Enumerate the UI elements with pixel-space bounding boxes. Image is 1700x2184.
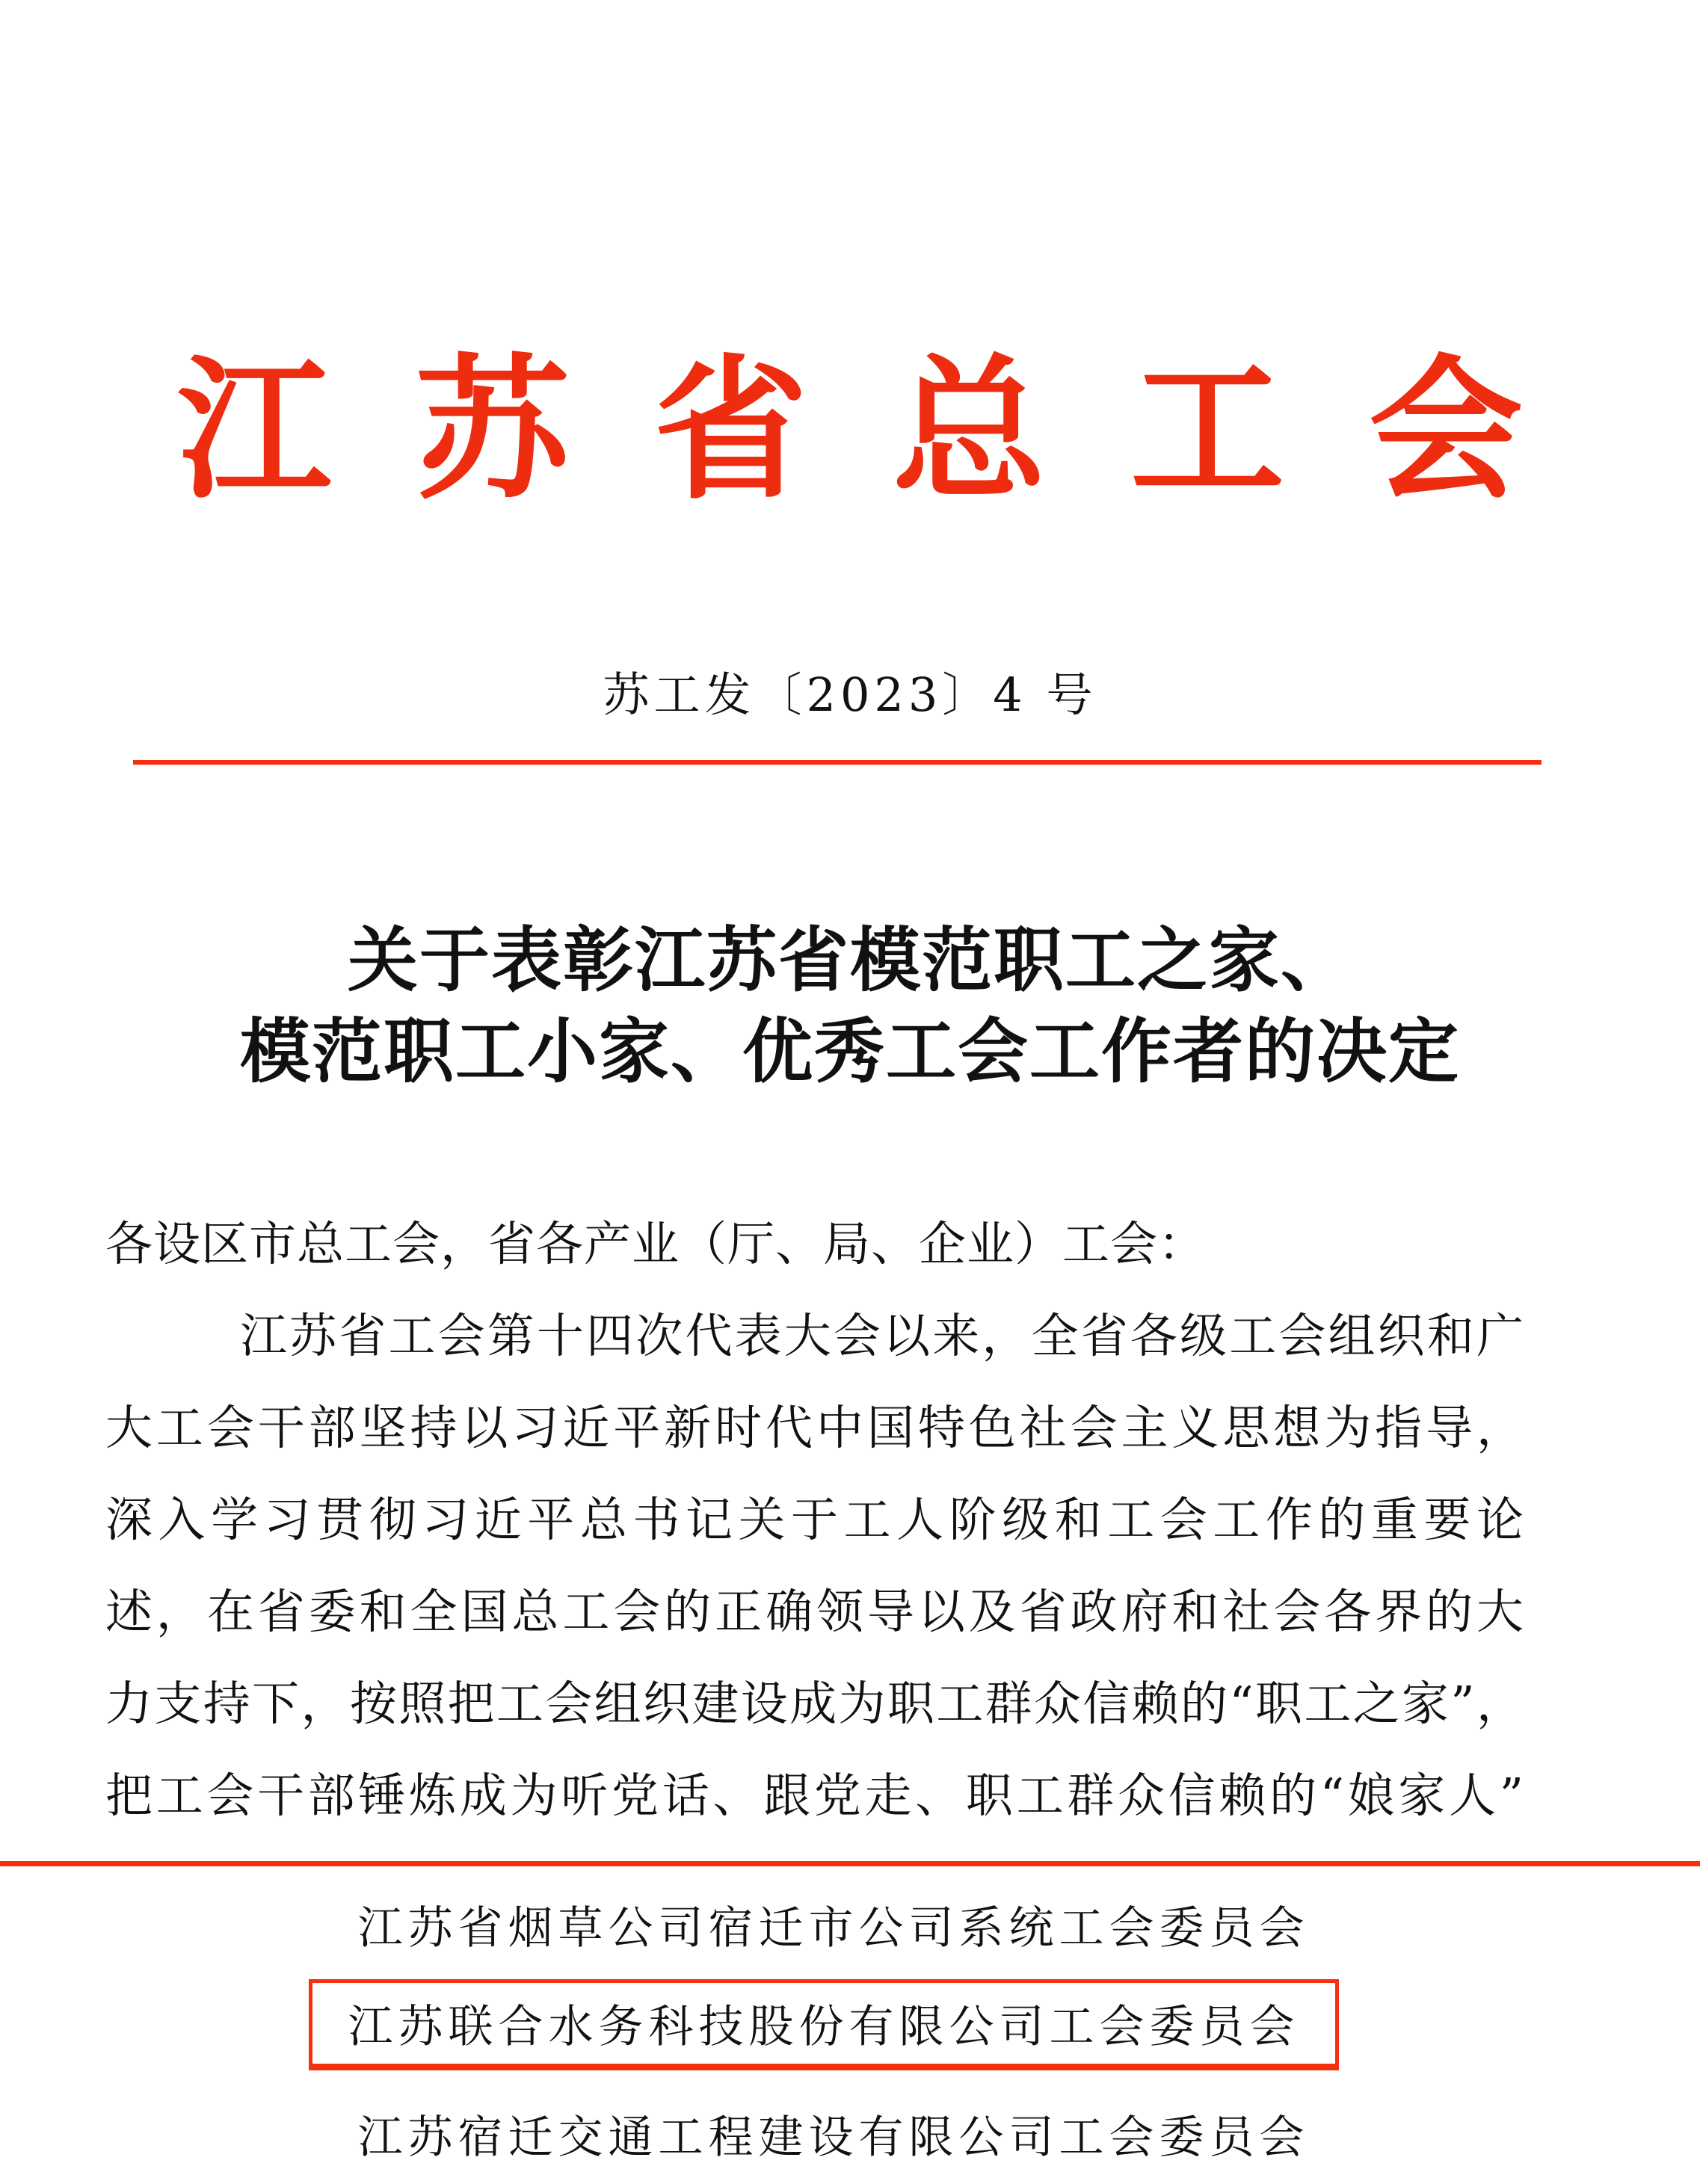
letterhead-char: 会: [1368, 339, 1523, 520]
salutation-line: 各设区市总工会，省各产业（厅、局、企业）工会：: [105, 1217, 1206, 1271]
subject-line-1: 关于表彰江苏省模范职工之家、: [347, 919, 1352, 1002]
subject-line-2: 模范职工小家、优秀工会工作者的决定: [239, 1011, 1460, 1093]
letterhead-char: 工: [1130, 339, 1285, 520]
letterhead-char: 省: [653, 339, 808, 520]
doc-number: 苏工发〔2023〕4 号: [603, 667, 1097, 722]
document-subject: [0, 915, 1700, 1097]
paragraph-line: 力支持下，按照把工会组织建设成为职工群众信赖的“职工之家”，: [105, 1676, 1524, 1731]
letterhead-char: 总: [892, 339, 1047, 520]
award-list-item: 江苏省烟草公司宿迁市公司系统工会委员会: [357, 1902, 1310, 1955]
letterhead-char: 江: [177, 339, 332, 520]
highlight-red-box: [309, 1979, 1339, 2070]
award-list-item: 江苏宿迁交通工程建设有限公司工会委员会: [357, 2111, 1310, 2164]
letterhead-char: 苏: [415, 339, 570, 520]
paragraph-line: 深入学习贯彻习近平总书记关于工人阶级和工会工作的重要论: [105, 1493, 1524, 1547]
annotation-red-line: [0, 1861, 1700, 1866]
award-list-item-highlighted: 江苏联合水务科技股份有限公司工会委员会: [348, 2001, 1300, 2053]
paragraph-line: 述，在省委和全国总工会的正确领导以及省政府和社会各界的大: [105, 1585, 1524, 1639]
body-text: [105, 1198, 1524, 1842]
letterhead-title: [177, 339, 1523, 520]
paragraph-line: 江苏省工会第十四次代表大会以来，全省各级工会组织和广: [240, 1309, 1524, 1363]
paragraph-line: 把工会干部锤炼成为听党话、跟党走、职工群众信赖的“娘家人”: [105, 1768, 1524, 1823]
header-separator-line: [133, 760, 1542, 765]
paragraph-line: 大工会干部坚持以习近平新时代中国特色社会主义思想为指导，: [105, 1401, 1524, 1455]
